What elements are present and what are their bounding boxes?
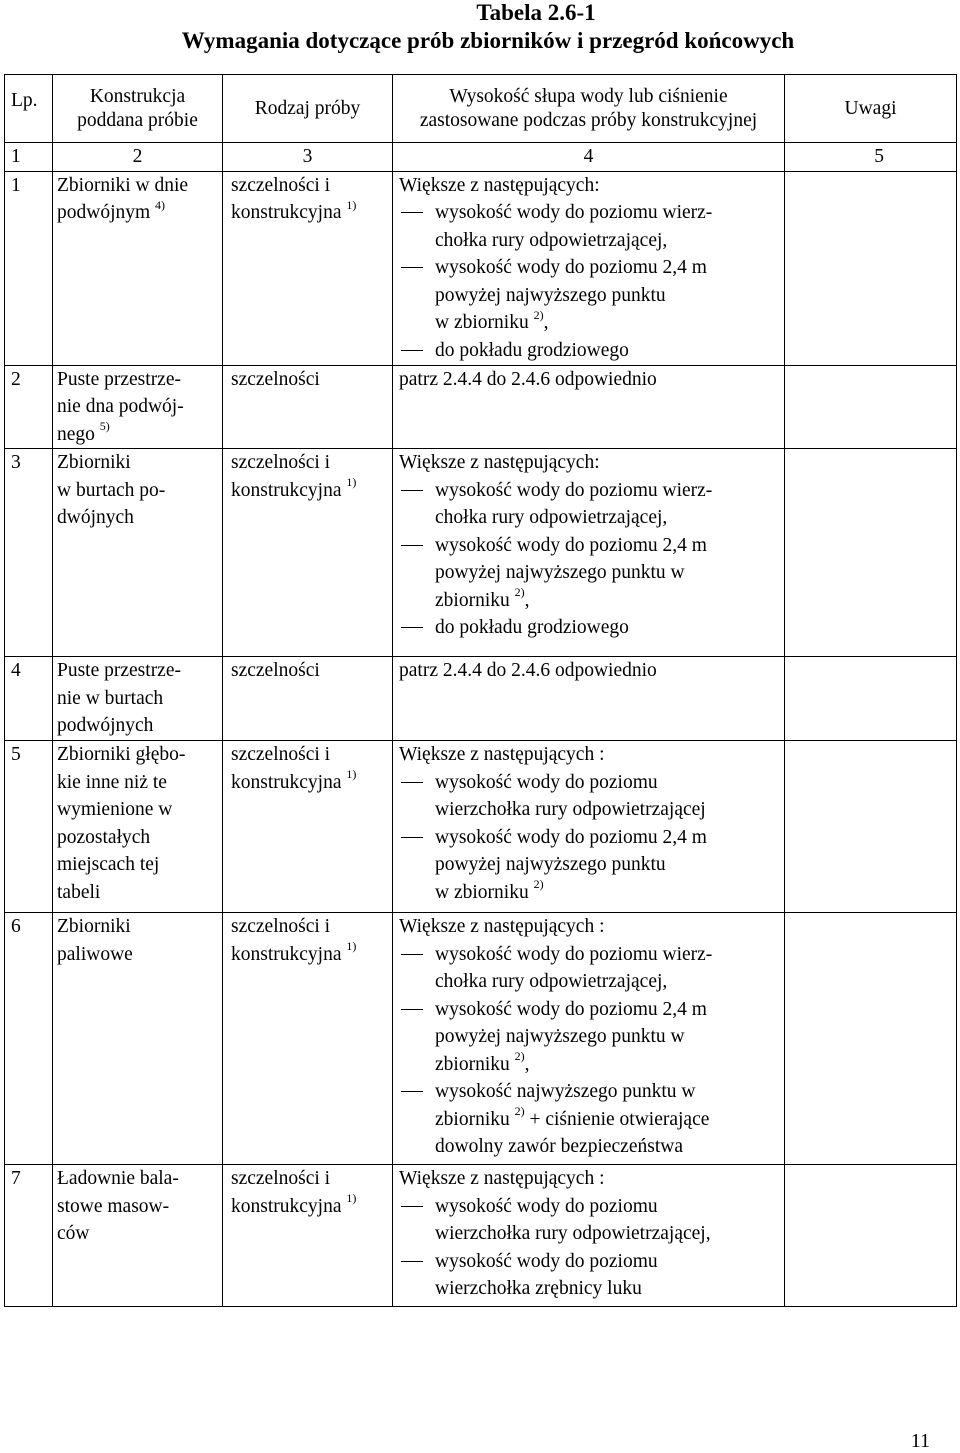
requirement-line-text: do pokładu grodziowego bbox=[435, 339, 629, 361]
remarks-cell bbox=[785, 171, 957, 365]
page-number: 11 bbox=[910, 1430, 930, 1452]
footnote-ref: 2) bbox=[514, 1104, 525, 1118]
requirement-line bbox=[435, 1078, 784, 1106]
table-row bbox=[5, 657, 957, 741]
footnote-ref: 5) bbox=[99, 419, 110, 433]
test-type-text: szczelności i bbox=[231, 452, 331, 473]
remarks-cell bbox=[785, 365, 957, 449]
test-type-line bbox=[231, 657, 392, 685]
requirement-line bbox=[435, 532, 784, 560]
requirement-suffix: , bbox=[543, 312, 549, 333]
requirement-line bbox=[435, 996, 784, 1024]
requirement-suffix: , bbox=[524, 1053, 530, 1075]
requirement-suffix: + ciśnienie otwierające bbox=[524, 1108, 710, 1130]
requirement-line bbox=[435, 559, 784, 587]
requirement-line-text: wysokość najwyższego punktu w bbox=[435, 1081, 696, 1102]
test-type-cell bbox=[223, 365, 393, 449]
construction-line bbox=[57, 685, 222, 713]
construction-line bbox=[57, 1165, 222, 1193]
footnote-ref: 2) bbox=[514, 1049, 525, 1063]
test-type-line bbox=[231, 941, 392, 969]
row-number bbox=[5, 171, 53, 365]
header-construction: Konstrukcja poddana próbie bbox=[53, 75, 223, 143]
remarks-cell bbox=[785, 1165, 957, 1307]
requirement-line-text: wysokość wody do poziomu 2,4 m bbox=[435, 998, 707, 1020]
requirement-line bbox=[435, 1248, 784, 1276]
footnote-ref: 2) bbox=[533, 307, 544, 322]
requirement-line-text: zbiorniku bbox=[435, 1053, 510, 1075]
test-type-line bbox=[231, 477, 392, 505]
header-row bbox=[5, 75, 957, 143]
requirement-item bbox=[399, 199, 784, 254]
remarks-cell bbox=[785, 449, 957, 657]
test-type-cell bbox=[223, 913, 393, 1165]
construction-text: dwójnych bbox=[57, 507, 134, 528]
requirement-line-text: wysokość wody do poziomu wierz- bbox=[435, 479, 713, 501]
test-type-line bbox=[231, 769, 392, 797]
construction-line bbox=[57, 712, 222, 740]
requirement-line-text: powyżej najwyższego punktu bbox=[435, 854, 666, 875]
construction-text: Puste przestrze- bbox=[57, 368, 181, 390]
requirement-line bbox=[435, 824, 784, 852]
requirement-cell bbox=[393, 657, 785, 741]
requirement-line-text: wysokość wody do poziomu 2,4 m bbox=[435, 257, 707, 278]
test-type-cell bbox=[223, 449, 393, 657]
test-type-line bbox=[231, 449, 392, 477]
requirement-intro-text: Większe z następujących: bbox=[399, 452, 600, 473]
requirement-line bbox=[435, 968, 784, 996]
construction-cell bbox=[53, 1165, 223, 1307]
requirement-cell bbox=[393, 741, 785, 913]
requirement-line-text: powyżej najwyższego punktu bbox=[435, 284, 666, 306]
requirement-item bbox=[399, 824, 784, 907]
requirement-intro-text: Większe z następujących : bbox=[399, 916, 605, 937]
construction-line bbox=[57, 769, 222, 797]
requirement-line bbox=[435, 796, 784, 824]
requirement-line bbox=[435, 282, 784, 310]
test-type-text: konstrukcyjna bbox=[231, 943, 342, 965]
table-row bbox=[5, 741, 957, 913]
requirement-item bbox=[399, 1193, 784, 1248]
construction-text: paliwowe bbox=[57, 943, 133, 965]
requirement-line-text: wierzchołka zrębnicy luku bbox=[435, 1278, 642, 1299]
requirement-line bbox=[435, 1051, 784, 1079]
requirement-line-text: chołka rury odpowietrzającej, bbox=[435, 507, 668, 528]
requirement-intro bbox=[399, 741, 784, 769]
construction-text: Puste przestrze- bbox=[57, 660, 181, 681]
construction-cell bbox=[53, 365, 223, 449]
header-remarks: Uwagi bbox=[785, 75, 957, 143]
header-water-height: Wysokość słupa wody lub ciśnienie zastosowane podczas próby konstrukcyjnej bbox=[393, 75, 785, 143]
construction-text: nie w burtach bbox=[57, 687, 164, 709]
footnote-ref: 1) bbox=[346, 939, 357, 953]
requirement-item bbox=[399, 769, 784, 824]
requirement-line-text: wysokość wody do poziomu wierz- bbox=[435, 943, 713, 965]
construction-text: kie inne niż te bbox=[57, 771, 167, 793]
requirement-intro-text: Większe z następujących : bbox=[399, 1168, 605, 1189]
row-number bbox=[5, 657, 53, 741]
construction-text: ców bbox=[57, 1223, 90, 1244]
requirement-cell bbox=[393, 1165, 785, 1307]
requirement-line-text: do pokładu grodziowego bbox=[435, 617, 629, 638]
requirement-cell bbox=[393, 913, 785, 1165]
column-number-row bbox=[5, 143, 957, 172]
test-type-text: szczelności i bbox=[231, 916, 331, 937]
requirement-item bbox=[399, 1248, 784, 1303]
test-type-text: szczelności bbox=[231, 368, 320, 390]
test-type-cell bbox=[223, 657, 393, 741]
table-row bbox=[5, 171, 957, 365]
construction-line bbox=[57, 504, 222, 532]
test-type-line bbox=[231, 199, 392, 227]
test-type-text: konstrukcyjna bbox=[231, 202, 342, 223]
row-number-text: 5 bbox=[11, 744, 21, 765]
requirement-line bbox=[435, 1106, 784, 1134]
construction-line bbox=[57, 393, 222, 421]
requirement-intro bbox=[399, 172, 784, 200]
requirement-text: patrz 2.4.4 do 2.4.6 odpowiednio bbox=[399, 660, 657, 681]
requirement-line bbox=[435, 477, 784, 505]
construction-text: Zbiorniki bbox=[57, 452, 131, 473]
header-lp: Lp. bbox=[5, 75, 53, 143]
footnote-ref: 1) bbox=[346, 475, 357, 489]
construction-text: podwójnym bbox=[57, 202, 151, 223]
requirement-line-text: w zbiorniku bbox=[435, 312, 529, 333]
construction-text: Zbiorniki głębo- bbox=[57, 744, 186, 765]
construction-text: tabeli bbox=[57, 881, 101, 903]
requirement-line-text: wysokość wody do poziomu 2,4 m bbox=[435, 826, 707, 848]
test-type-line bbox=[231, 172, 392, 200]
construction-cell bbox=[53, 913, 223, 1165]
construction-line bbox=[57, 824, 222, 852]
requirement-cell bbox=[393, 365, 785, 449]
requirement-line-text: zbiorniku bbox=[435, 589, 510, 611]
requirement-intro bbox=[399, 1165, 784, 1193]
requirement-intro-text: Większe z następujących : bbox=[399, 744, 605, 765]
requirement-cell bbox=[393, 449, 785, 657]
column-number: 1 bbox=[5, 143, 53, 172]
requirement-line-text: dowolny zawór bezpieczeństwa bbox=[435, 1136, 683, 1157]
requirement-intro bbox=[399, 449, 784, 477]
construction-cell bbox=[53, 171, 223, 365]
test-type-line bbox=[231, 366, 392, 394]
test-type-line bbox=[231, 1165, 392, 1193]
construction-text: pozostałych bbox=[57, 826, 151, 848]
footnote-ref: 2) bbox=[514, 585, 525, 599]
requirement-line-text: wierzchołka rury odpowietrzającej, bbox=[435, 1223, 711, 1244]
requirement-line-text: zbiorniku bbox=[435, 1108, 510, 1130]
construction-line bbox=[57, 449, 222, 477]
construction-line bbox=[57, 879, 222, 907]
row-number bbox=[5, 365, 53, 449]
construction-line bbox=[57, 851, 222, 879]
requirement-line bbox=[435, 769, 784, 797]
requirement-line bbox=[435, 1023, 784, 1051]
test-type-text: konstrukcyjna bbox=[231, 1195, 342, 1217]
requirement-line-text: w zbiorniku bbox=[435, 881, 529, 903]
construction-line bbox=[57, 657, 222, 685]
requirement-line bbox=[435, 614, 784, 642]
construction-text: wymienione w bbox=[57, 799, 173, 820]
requirement-line bbox=[435, 1220, 784, 1248]
row-number-text: 6 bbox=[11, 916, 21, 937]
construction-text: podwójnych bbox=[57, 715, 154, 736]
requirement-line bbox=[435, 851, 784, 879]
footnote-ref: 1) bbox=[346, 197, 357, 212]
construction-text: Zbiorniki w dnie bbox=[57, 174, 189, 196]
requirement-line-text: wysokość wody do poziomu bbox=[435, 1195, 658, 1217]
row-number-text: 1 bbox=[11, 174, 21, 196]
remarks-cell bbox=[785, 741, 957, 913]
row-number-text: 3 bbox=[11, 452, 21, 473]
test-type-text: konstrukcyjna bbox=[231, 479, 342, 501]
table-row bbox=[5, 1165, 957, 1307]
test-type-cell bbox=[223, 1165, 393, 1307]
construction-line bbox=[57, 199, 222, 227]
requirement-line bbox=[435, 504, 784, 532]
requirement-line bbox=[435, 309, 784, 337]
table-row bbox=[5, 449, 957, 657]
construction-text: w burtach po- bbox=[57, 479, 166, 501]
column-number: 5 bbox=[785, 143, 957, 172]
requirement-line-text: wysokość wody do poziomu wierz- bbox=[435, 202, 713, 223]
column-number: 3 bbox=[223, 143, 393, 172]
row-number bbox=[5, 741, 53, 913]
requirement-line-text: wysokość wody do poziomu bbox=[435, 1250, 658, 1272]
requirement-line bbox=[435, 1275, 784, 1303]
construction-cell bbox=[53, 741, 223, 913]
construction-cell bbox=[53, 657, 223, 741]
footnote-ref: 1) bbox=[346, 1191, 357, 1205]
construction-line bbox=[57, 421, 222, 449]
requirement-line bbox=[435, 199, 784, 227]
requirement-item bbox=[399, 941, 784, 996]
column-number: 4 bbox=[393, 143, 785, 172]
table-row bbox=[5, 365, 957, 449]
requirement-item bbox=[399, 996, 784, 1079]
row-number bbox=[5, 913, 53, 1165]
test-type-cell bbox=[223, 171, 393, 365]
requirement-line bbox=[435, 1193, 784, 1221]
requirement-intro bbox=[399, 913, 784, 941]
requirement-item bbox=[399, 477, 784, 532]
requirement-line-text: wysokość wody do poziomu bbox=[435, 771, 658, 793]
test-type-cell bbox=[223, 741, 393, 913]
construction-text: nego bbox=[57, 423, 95, 445]
row-number-text: 2 bbox=[11, 368, 21, 390]
column-number: 2 bbox=[53, 143, 223, 172]
requirement-item bbox=[399, 532, 784, 615]
header-test-type: Rodzaj próby bbox=[223, 75, 393, 143]
requirement-item bbox=[399, 614, 784, 642]
requirement-line-text: chołka rury odpowietrzającej, bbox=[435, 971, 668, 992]
requirement-line bbox=[435, 337, 784, 365]
test-type-text: konstrukcyjna bbox=[231, 771, 342, 793]
requirement-suffix: , bbox=[524, 589, 530, 611]
test-type-line bbox=[231, 741, 392, 769]
construction-text: stowe masow- bbox=[57, 1195, 170, 1217]
requirement-line-text: powyżej najwyższego punktu w bbox=[435, 562, 685, 583]
construction-line bbox=[57, 1193, 222, 1221]
table-row bbox=[5, 913, 957, 1165]
test-type-line bbox=[231, 1193, 392, 1221]
remarks-cell bbox=[785, 657, 957, 741]
requirement-line-text: powyżej najwyższego punktu w bbox=[435, 1026, 685, 1047]
construction-cell bbox=[53, 449, 223, 657]
requirement-line bbox=[435, 941, 784, 969]
requirement-line bbox=[435, 254, 784, 282]
table-number: Tabela 2.6-1 bbox=[476, 0, 596, 25]
requirement-line bbox=[435, 227, 784, 255]
requirement-text: patrz 2.4.4 do 2.4.6 odpowiednio bbox=[399, 368, 657, 390]
requirement-line-text: chołka rury odpowietrzającej, bbox=[435, 229, 668, 251]
requirement-item bbox=[399, 254, 784, 337]
test-type-text: szczelności i bbox=[231, 744, 331, 765]
table-title: Wymagania dotyczące prób zbiorników i przegród końcowych bbox=[181, 28, 795, 53]
row-number bbox=[5, 449, 53, 657]
construction-line bbox=[57, 172, 222, 200]
test-type-text: szczelności bbox=[231, 660, 320, 681]
requirement-cell bbox=[393, 171, 785, 365]
footnote-ref: 4) bbox=[155, 197, 166, 212]
row-number bbox=[5, 1165, 53, 1307]
requirement-line bbox=[435, 879, 784, 907]
row-number-text: 7 bbox=[11, 1168, 21, 1189]
remarks-cell bbox=[785, 913, 957, 1165]
row-number-text: 4 bbox=[11, 660, 21, 681]
requirements-table bbox=[4, 74, 957, 1307]
construction-line bbox=[57, 477, 222, 505]
requirement-item bbox=[399, 337, 784, 365]
test-type-text: szczelności i bbox=[231, 1168, 331, 1189]
footnote-ref: 2) bbox=[533, 877, 544, 891]
construction-line bbox=[57, 941, 222, 969]
construction-line bbox=[57, 366, 222, 394]
construction-text: Zbiorniki bbox=[57, 916, 131, 937]
requirement-line bbox=[435, 587, 784, 615]
requirement-line-text: wysokość wody do poziomu 2,4 m bbox=[435, 534, 707, 556]
construction-text: Ładownie bala- bbox=[57, 1168, 179, 1189]
construction-line bbox=[57, 1220, 222, 1248]
test-type-text: szczelności i bbox=[231, 174, 331, 196]
test-type-line bbox=[231, 913, 392, 941]
construction-line bbox=[57, 741, 222, 769]
requirement-intro-text: Większe z następujących: bbox=[399, 174, 600, 196]
construction-text: miejscach tej bbox=[57, 854, 160, 875]
requirement-line bbox=[435, 1133, 784, 1161]
footnote-ref: 1) bbox=[346, 767, 357, 781]
requirement-line-text: wierzchołka rury odpowietrzającej bbox=[435, 799, 706, 820]
construction-line bbox=[57, 913, 222, 941]
requirement-item bbox=[399, 1078, 784, 1161]
construction-line bbox=[57, 796, 222, 824]
construction-text: nie dna podwój- bbox=[57, 396, 184, 417]
